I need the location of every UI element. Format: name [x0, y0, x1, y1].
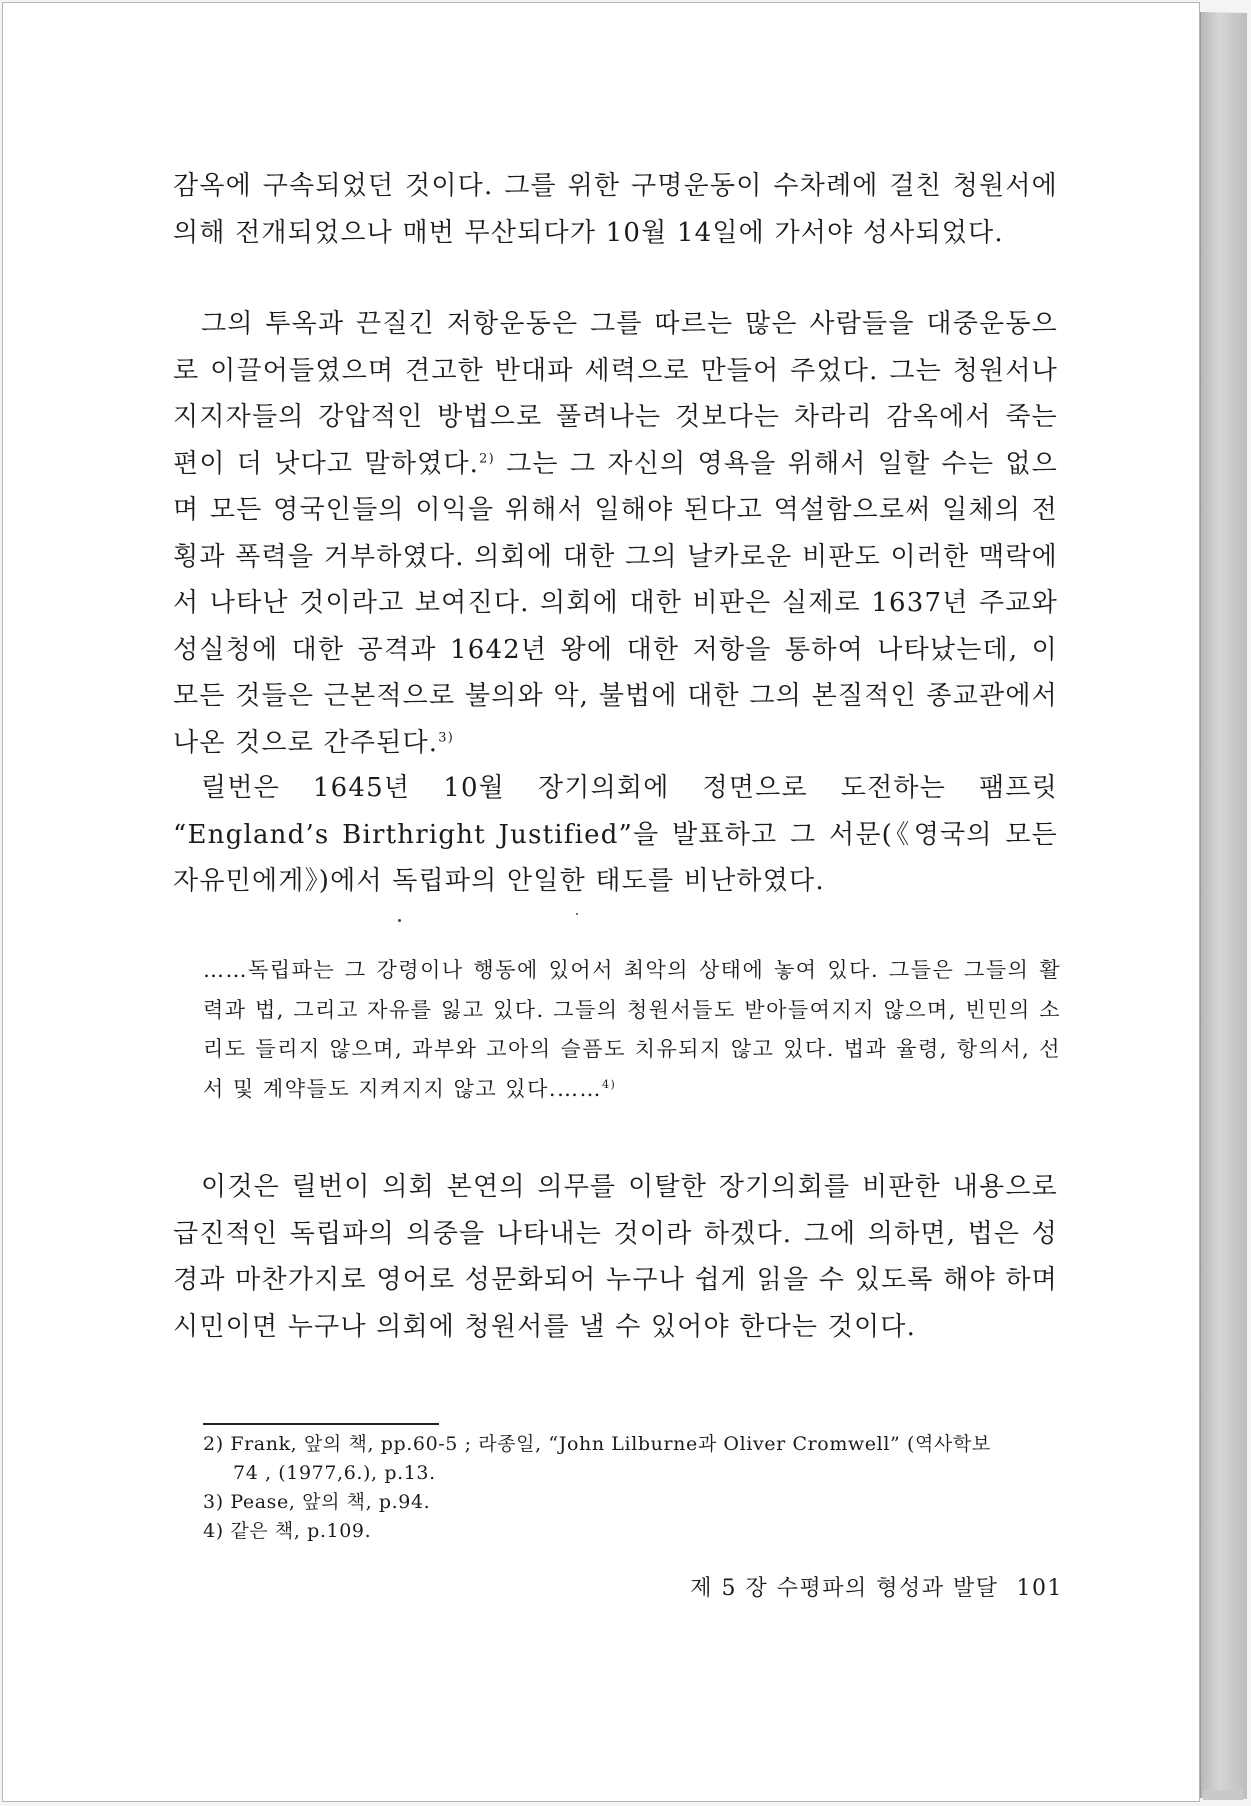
block-quote	[203, 951, 1061, 1109]
footnote-2	[203, 1430, 1068, 1488]
block-quote-text: ……독립파는 그 강령이나 행동에 있어서 최악의 상태에 놓여 있다. 그들은 그들의 활력과 법, 그리고 자유를 잃고 있다. 그들의 청원서들도 받아들여지지 않으며, 빈민의 소리도 들리지 않으며, 과부와 고아의 슬픔도 치유되지 않고 있다. 법과 율령, 항의서, 선서 및 계약들도 지켜지지 않고 있다.……	[203, 958, 1061, 1101]
footnote-divider	[203, 1423, 439, 1425]
footnote-ref-3: 3)	[438, 729, 454, 745]
page-edge-shadow	[1200, 12, 1247, 1799]
paragraph-4	[173, 1164, 1058, 1350]
page-edge-bottom	[1203, 1790, 1243, 1800]
paragraph-1	[173, 163, 1058, 256]
running-footer	[653, 1571, 1063, 1602]
paragraph-4-text: 이것은 릴번이 의회 본연의 의무를 이탈한 장기의회를 비판한 내용으로 급진적인 독립파의 의중을 나타내는 것이라 하겠다. 그에 의하면, 법은 성경과 마찬가지로 영어로 성문화되어 누구나 쉽게 읽을 수 있도록 해야 하며 시민이면 누구나 의회에 청원서를 낼 수 있어야 한다는 것이다.	[173, 1172, 1058, 1342]
footnote-2-line-1: 2) Frank, 앞의 책, pp.60-5 ; 라종일, “John Lilburne과 Oliver Cromwell” (역사학보	[203, 1433, 991, 1455]
chapter-title: 제 5 장 수평파의 형성과 발달	[690, 1576, 999, 1601]
paragraph-2	[173, 301, 1058, 766]
book-page	[2, 2, 1200, 1802]
scan-speck	[398, 919, 401, 922]
footnotes	[203, 1430, 1068, 1546]
paragraph-3	[173, 765, 1058, 905]
footnote-4: 4) 같은 책, p.109.	[203, 1520, 372, 1542]
paragraph-1-text: 감옥에 구속되었던 것이다. 그를 위한 구명운동이 수차례에 걸친 청원서에 의해 전개되었으나 매번 무산되다가 10월 14일에 가서야 성사되었다.	[173, 171, 1058, 248]
paragraph-2-text-a: 그의 투옥과 끈질긴 저항운동은 그를 따르는 많은 사람들을 대중운동으로 이끌어들였으며 견고한 반대파 세력으로 만들어 주었다. 그는 청원서나 지지자들의 강압적인 방법으로 풀려나는 것보다는 차라리 감옥에서 죽는 편이 더 낫다고 말하였다.	[173, 309, 1058, 479]
scan-speck	[576, 913, 578, 915]
footnote-ref-4: 4)	[602, 1077, 617, 1091]
paragraph-3-text: 릴번은 1645년 10월 장기의회에 정면으로 도전하는 팸프릿 “England’s Birthright Justified”을 발표하고 그 서문(《영국의 모든 자유민에게》)에서 독립파의 안일한 태도를 비난하였다.	[173, 773, 1058, 896]
paragraph-2-text-b: 그는 그 자신의 영욕을 위해서 일할 수는 없으며 모든 영국인들의 이익을 위해서 일해야 된다고 역설함으로써 일체의 전횡과 폭력을 거부하였다. 의회에 대한 그의 날카로운 비판도 이러한 맥락에서 나타난 것이라고 보여진다. 의회에 대한 비판은 실제로 1637년 주교와 성실청에 대한 공격과 1642년 왕에 대한 저항을 통하여 나타났는데, 이 모든 것들은 근본적으로 불의와 악, 불법에 대한 그의 본질적인 종교관에서 나온 것으로 간주된다.	[173, 448, 1058, 758]
footnote-2-line-2: 74 , (1977,6.), p.13.	[233, 1462, 436, 1484]
footnote-ref-2: 2)	[479, 450, 495, 466]
page-number: 101	[1016, 1576, 1063, 1601]
footnote-3: 3) Pease, 앞의 책, p.94.	[203, 1491, 431, 1513]
